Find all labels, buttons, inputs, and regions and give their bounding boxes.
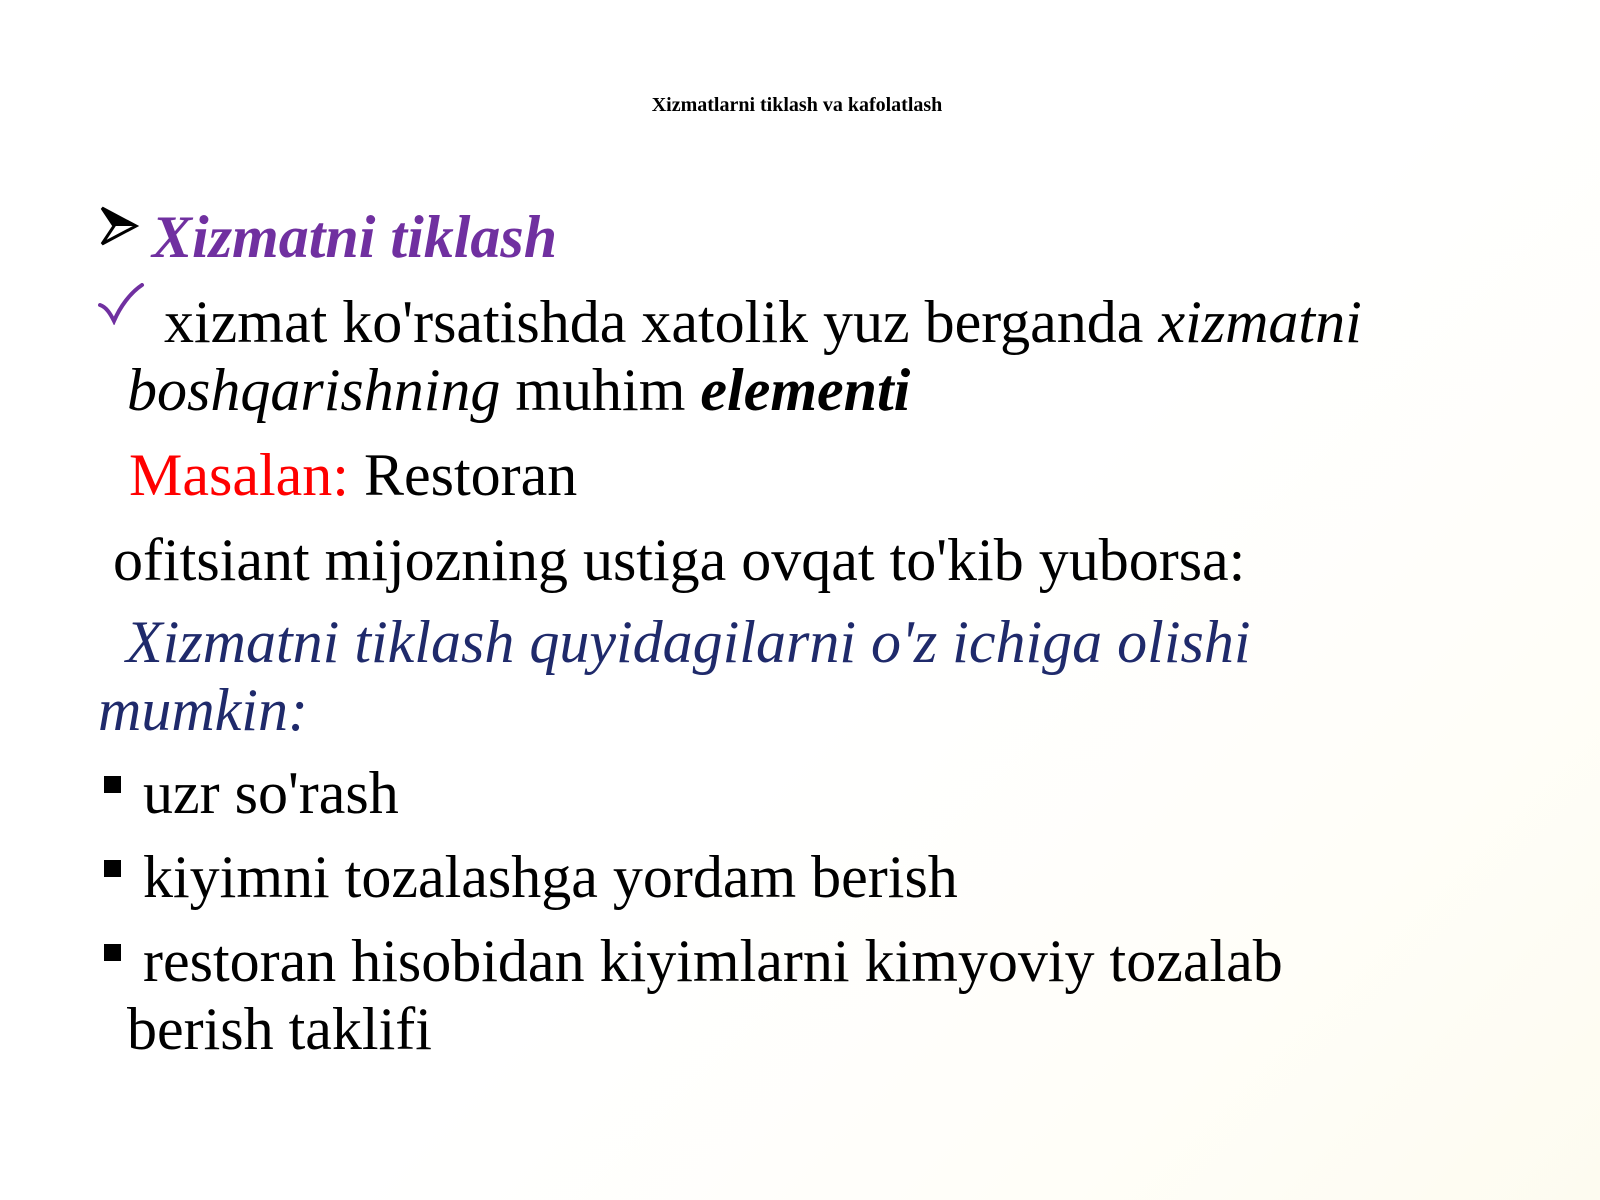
description-line-2: [127, 356, 910, 424]
example-situation: ofitsiant mijozning ustiga ovqat to'kib yuborsa:: [113, 527, 1246, 593]
description-line-1: [164, 288, 1362, 356]
square-bullet-icon: [104, 776, 121, 793]
section-heading: Xizmatni tiklash: [152, 204, 558, 270]
arrow-bullet-icon: [100, 204, 140, 248]
description-text: muhim: [500, 357, 701, 423]
example-line: [129, 441, 577, 509]
example-label: Masalan:: [129, 442, 349, 508]
recovery-intro-line-1: Xizmatni tiklash quyidagilarni o'z ichiga olishi: [126, 609, 1251, 675]
list-item-continuation: berish taklifi: [127, 996, 432, 1062]
recovery-intro-line-2: mumkin:: [98, 677, 308, 743]
list-item: kiyimni tozalashga yordam berish: [143, 844, 958, 910]
description-emphasis: xizmatni: [1158, 289, 1362, 355]
description-keyword: elementi: [700, 357, 911, 423]
square-bullet-icon: [104, 944, 121, 961]
square-bullet-icon: [104, 860, 121, 877]
description-emphasis: boshqarishning: [127, 357, 501, 423]
checkmark-icon: [98, 283, 146, 325]
example-place: Restoran: [348, 442, 578, 508]
slide-header-title: Xizmatlarni tiklash va kafolatlash: [651, 94, 943, 116]
description-text: xizmat ko'rsatishda xatolik yuz berganda: [164, 289, 1159, 355]
list-item: restoran hisobidan kiyimlarni kimyoviy tozalab: [143, 928, 1283, 994]
list-item: uzr so'rash: [143, 760, 399, 826]
